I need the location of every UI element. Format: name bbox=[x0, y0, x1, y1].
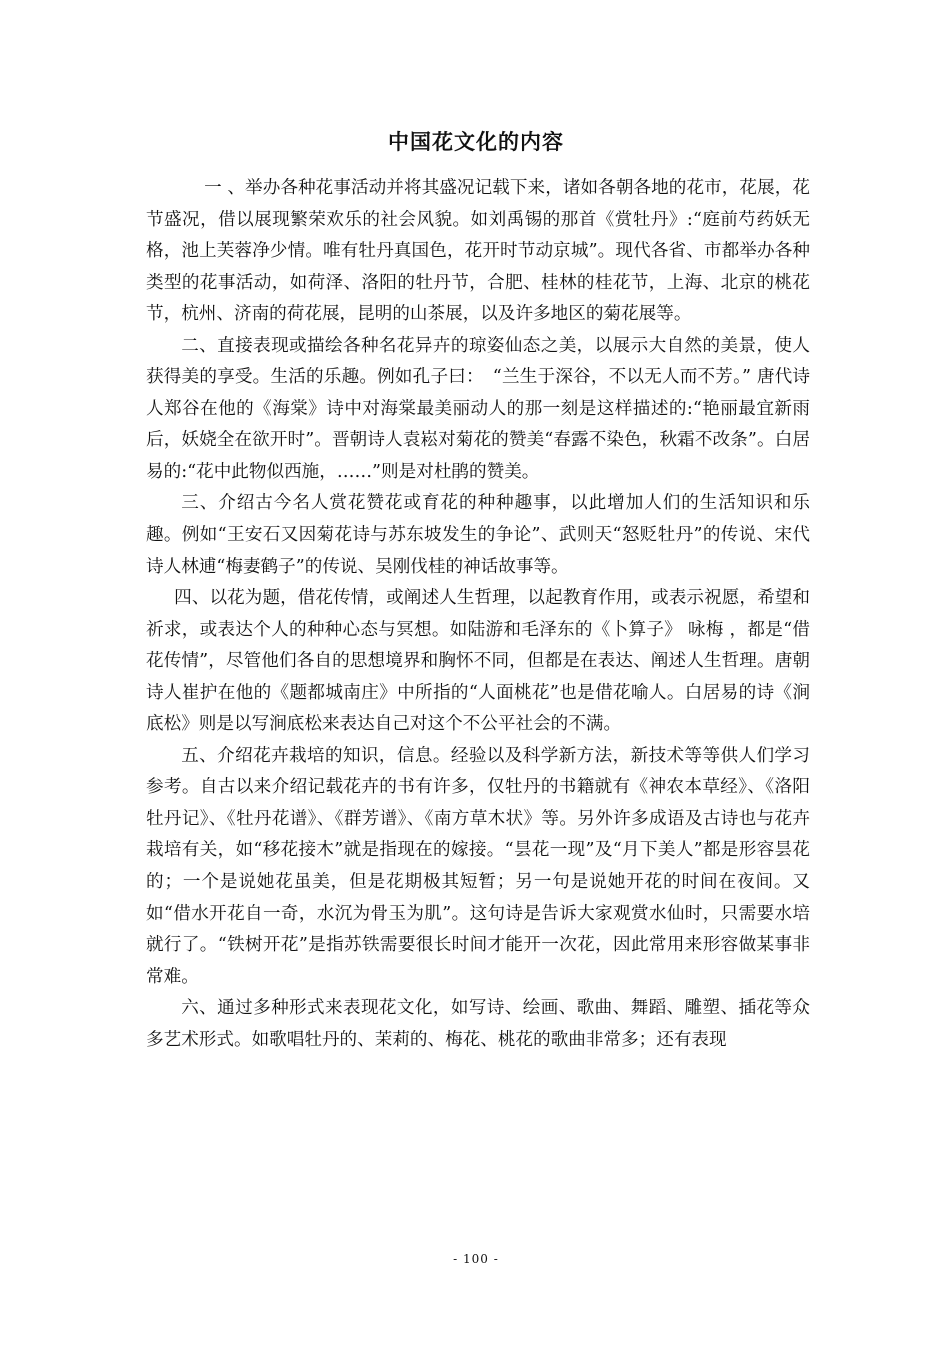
paragraph-4: 四、以花为题，借花传情，或阐述人生哲理，以起教育作用，或表示祝愿，希望和祈求，或表达个人的种种心态与冥想。如陆游和毛泽东的《卜算子》 咏梅 ，都是“借花传情”，尽管他们各自的思想境界和胸怀不同，但都是在表达、阐述人生哲理。唐朝诗人崔护在他的《题都城南庄》中所指的“人面桃花”也是借花喻人。白居易的诗《涧底松》则是以写涧底松来表达自己对这个不公平社会的不满。 bbox=[146, 588, 810, 735]
paragraph-1: 一 、举办各种花事活动并将其盛况记载下来，诸如各朝各地的花市，花展，花节盛况，借以展现繁荣欢乐的社会风貌。如刘禹锡的那首《赏牡丹》:“庭前芍药妖无格，池上芙蓉净少情。唯有牡丹真国色，花开时节动京城”。现代各省、市都举办各种类型的花事活动，如荷泽、洛阳的牡丹节，合肥、桂林的桂花节，上海、北京的桃花节，杭州、济南的荷花展，昆明的山茶展，以及许多地区的菊花展等。 bbox=[146, 178, 810, 325]
paragraph-2: 二、直接表现或描绘各种名花异卉的琼姿仙态之美，以展示大自然的美景，使人获得美的享受。生活的乐趣。例如孔子曰： “兰生于深谷，不以无人而不芳。” 唐代诗人郑谷在他的《海棠》诗中对海棠最美丽动人的那一刻是这样描述的:“艳丽最宜新雨后，妖娆全在欲开时”。晋朝诗人袁崧对菊花的赞美“春露不染色，秋霜不改条”。白居易的:“花中此物似西施，……”则是对杜鹃的赞美。 bbox=[146, 335, 810, 482]
paragraph-3: 三、介绍古今名人赏花赞花或育花的种种趣事，以此增加人们的生活知识和乐趣。例如“王安石又因菊花诗与苏东坡发生的争论”、武则天“怒贬牡丹”的传说、宋代诗人林逋“梅妻鹤子”的传说、吴刚伐桂的神话故事等。 bbox=[146, 493, 810, 577]
paragraph-6: 六、通过多种形式来表现花文化，如写诗、绘画、歌曲、舞蹈、雕塑、插花等众多艺术形式。如歌唱牡丹的、茉莉的、梅花、桃花的歌曲非常多；还有表现 bbox=[146, 998, 810, 1050]
page-title: 中国花文化的内容 bbox=[388, 129, 564, 154]
page-number: - 100 - bbox=[453, 1252, 499, 1266]
paragraph-5: 五、介绍花卉栽培的知识，信息。经验以及科学新方法，新技术等等供人们学习参考。自古以来介绍记载花卉的书有许多，仅牡丹的书籍就有《神农本草经》、《洛阳牡丹记》、《牡丹花谱》、《群芳谱》、《南方草木状》等。另外许多成语及古诗也与花卉栽培有关，如“移花接木”就是指现在的嫁接。“昙花一现”及“月下美人”都是形容昙花的；一个是说她花虽美，但是花期极其短暂；另一句是说她开花的时间在夜间。又如“借水开花自一奇，水沉为骨玉为肌”。这句诗是告诉大家观赏水仙时，只需要水培就行了。“铁树开花”是指苏铁需要很长时间才能开一次花，因此常用来形容做某事非常难。 bbox=[146, 745, 810, 987]
article-body bbox=[146, 173, 810, 1056]
